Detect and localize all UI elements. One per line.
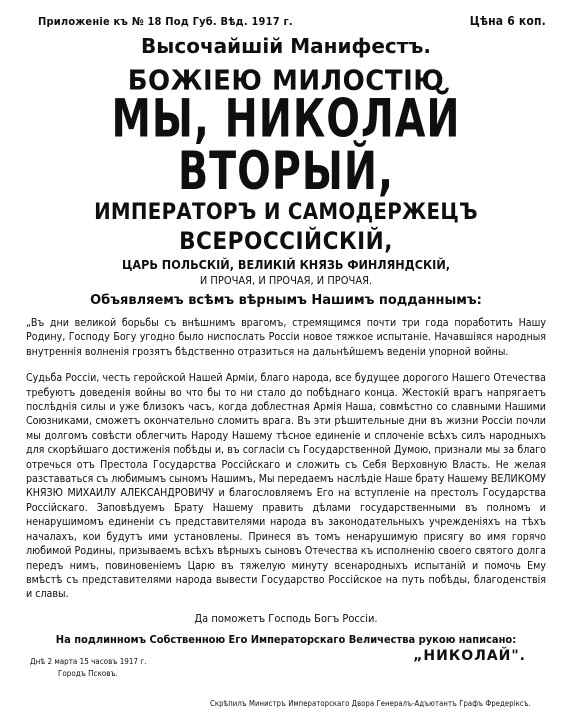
king-of-poland-line: ЦАРЬ ПОЛЬСКIЙ, ВЕЛИКIЙ КНЯЗЬ ФИНЛЯНДСКIЙ, (121, 257, 451, 272)
announcement-line: Объявляемъ всѣмъ вѣрнымъ Нашимъ подданнымъ: (90, 293, 482, 308)
signed-by-hand-line: На подлинномъ Собственною Его Императорскаго Величества рукою написано: (55, 632, 517, 646)
signature-row (26, 648, 546, 680)
closing-prayer: Да поможетъ Господь Богъ Россiи. (194, 611, 378, 625)
signature-block (413, 648, 526, 664)
paragraph-2: Судьба Россiи, честь геройской Нашей Армiи, благо народа, все будущее дорогого Нашего Отечества требуютъ доведенiя войны во что бы то ни стало до побѣднаго конца. Жестокiй врагъ напрягаетъ послѣднiя силы и уже близокъ часъ, когда доблестная Армiя Наша, совмѣстно со славными Нашими Союзниками, сможетъ окончательно сломить врага. Въ эти рѣшительные дни въ жизни Россiи почли мы долгомъ совѣсти облегчить Народу Нашему тѣсное единенiе и сплоченiе всѣхъ силъ народныхъ для скорѣйшаго достиженiя побѣды и, въ согласiи съ Государственной Думою, признали мы за благо отречься отъ Престола Государства Россiйскаго и сложить съ Себя Верховную Власть. Не желая разставаться съ любимымъ сыномъ Нашимъ, Мы передаемъ наслѣдiе Наше брату Нашему ВЕЛИКОМУ КНЯЗЮ МИХАИЛУ АЛЕКСАНДРОВИЧУ и благословляемъ Его на вступленiе на престолъ Государства Россiйскаго. Заповѣдуемъ Брату Нашему править дѣлами государственными въ полномъ и ненарушимомъ единенiи съ представителями народа въ законодательныхъ учрежденiяхъ на тѣхъ началахъ, кои будутъ ими установлены. Принеся въ томъ ненарушимую присягу во имя горячо любимой Родины, призываемъ всѣхъ вѣрныхъ сыновъ Отечества къ исполненiю своего святого долга передъ нимъ, повиновенiемъ Царю въ тяжелую минуту всенародныхъ испытанiй и помочь Ему вмѣстѣ съ представителями народа вывести Государство Россiйское на путь побѣды, благоденствiя и славы. (26, 372, 546, 601)
all-russia-heading: ВСЕРОССIЙСКIЙ, (179, 227, 393, 255)
date-place-block (30, 656, 146, 680)
header-line (38, 14, 546, 28)
document-title: Высочайшiй Манифестъ. (141, 34, 431, 58)
signature-nikolai: „НИКОЛАЙ". (413, 647, 526, 664)
etc-line: И ПРОЧАЯ, И ПРОЧАЯ, И ПРОЧАЯ. (199, 274, 373, 287)
date-line: Днѣ 2 марта 15 часовъ 1917 г. (30, 656, 147, 666)
place-line: Городъ Псковъ. (58, 668, 118, 678)
supplement-label: Приложенiе къ № 18 Под Губ. Вѣд. 1917 г. (38, 15, 293, 28)
countersign-line: Скрѣпилъ Министръ Императорскаго Двора Генералъ-Адъютантъ Графъ Фредерiксъ. (210, 699, 531, 708)
paragraph-1: „Въ дни великой борьбы съ внѣшнимъ врагомъ, стремящимся почти три года поработить Нашу Родину, Господу Богу угодно было ниспослать Россiи новое тяжкое испытанiе. Начавшiяся народныя внутреннiя волненiя грозятъ бѣдственно отразиться на дальнѣйшемъ веденiи упорной войны. (26, 317, 546, 358)
by-grace-of-god-heading: БОЖIЕЮ МИЛОСТIЮ (127, 65, 445, 97)
tsar-name-heading: МЫ, НИКОЛАЙ ВТОРЫЙ, (111, 88, 461, 203)
price-label: Цѣна 6 коп. (469, 14, 546, 28)
emperor-autocrat-heading: ИМПЕРАТОРЪ И САМОДЕРЖЕЦЪ (94, 200, 478, 225)
